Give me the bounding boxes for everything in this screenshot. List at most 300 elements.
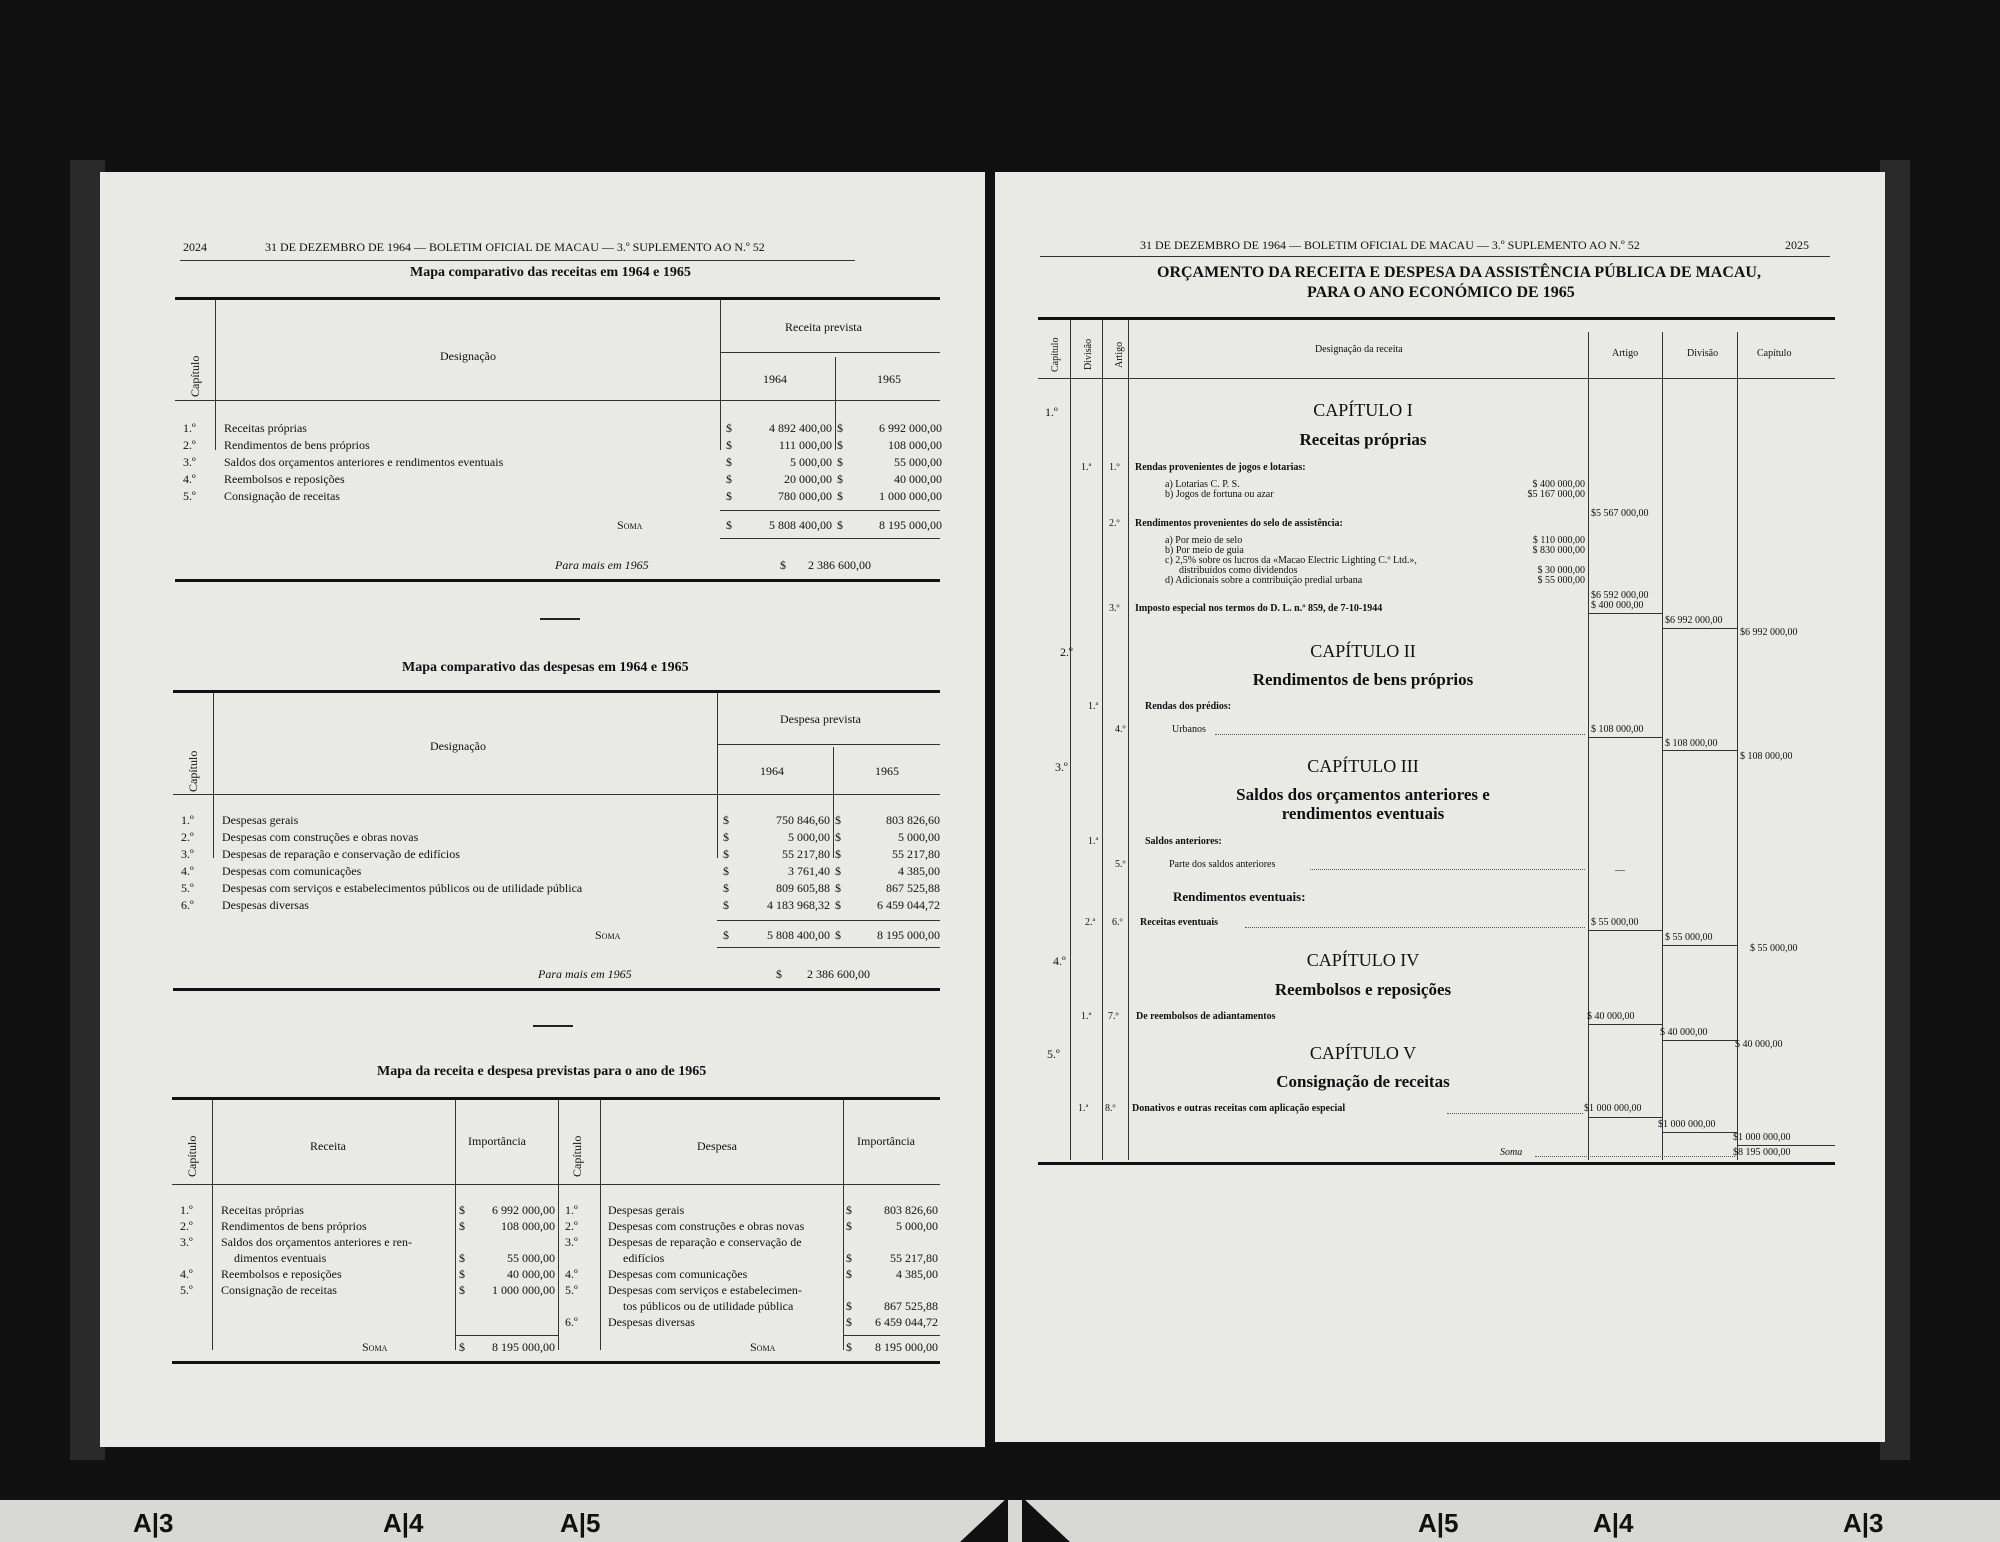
subtotal-rule (1588, 613, 1662, 614)
table1-year-1964: 1964 (763, 372, 787, 386)
row-designation-cont: tos públicos ou de utilidade pública (623, 1299, 794, 1313)
leader-dots (1535, 1156, 1735, 1157)
table3-col-importancia: Importância (468, 1134, 526, 1148)
col-capitulo: Capítulo (1050, 337, 1061, 372)
leader-dots (1447, 1113, 1583, 1114)
dollar-sign: $ (459, 1251, 465, 1265)
subtotal-rule (1662, 945, 1737, 946)
cap3-title: CAPÍTULO III (1307, 756, 1419, 776)
d2c-text-cont: distribuídos como dividendos (1179, 565, 1298, 576)
dollar-sign: $ (723, 847, 729, 861)
value-1965: 55 217,80 (892, 847, 940, 861)
table3-soma-receita-label: Soma (362, 1340, 388, 1354)
value: 1 000 000,00 (492, 1283, 555, 1297)
table-top-rule (1038, 317, 1835, 320)
table2-year-1965: 1965 (875, 764, 899, 778)
subtotal-rule (1662, 750, 1737, 751)
table3-col-capitulo-2: Capítulo (570, 1135, 584, 1177)
right-page (995, 172, 1885, 1442)
g1-division: 1.ª (1081, 1011, 1092, 1022)
cap2-chapter-total: $ 108 000,00 (1740, 751, 1793, 762)
d1a-text: a) Lotarias C. P. S. (1165, 479, 1240, 490)
table3-soma-despesa: 8 195 000,00 (875, 1340, 938, 1354)
dollar-sign: $ (723, 928, 729, 942)
table2-soma-label: Soma (595, 928, 621, 942)
row-designation: Receitas próprias (224, 421, 307, 435)
row-designation: Despesas com comunicações (222, 864, 362, 878)
e1-text: Rendas dos prédios: (1145, 701, 1232, 712)
dollar-sign: $ (835, 881, 841, 895)
row-designation: Consignação de receitas (221, 1283, 337, 1297)
dollar-sign: $ (835, 847, 841, 861)
row-number: 3.º (183, 455, 196, 469)
dollar-sign: $ (723, 830, 729, 844)
separator (540, 618, 580, 620)
col-artigo: Artigo (1114, 341, 1125, 368)
cap1-division-total: $6 992 000,00 (1665, 615, 1723, 626)
dollar-sign: $ (846, 1315, 852, 1329)
value: 867 525,88 (884, 1299, 938, 1313)
d2a-text: a) Por meio de selo (1165, 535, 1243, 546)
value-1964: 4 183 968,32 (767, 898, 830, 912)
table-rule (1038, 378, 1835, 379)
value-1965: 803 826,60 (886, 813, 940, 827)
cap5-subtitle: Consignação de receitas (1276, 1072, 1450, 1091)
d1b-text: b) Jogos de fortuna ou azar (1165, 489, 1274, 500)
row-designation: Despesas de reparação e conservação de edifícios (222, 847, 460, 861)
row-number: 5.º (181, 881, 194, 895)
leader-dots (1215, 734, 1585, 735)
dollar-sign: $ (726, 489, 732, 503)
table3-divider (843, 1100, 844, 1305)
dollar-sign: $ (459, 1340, 465, 1354)
dollar-sign: $ (459, 1219, 465, 1233)
row-number: 3.º (180, 1235, 193, 1249)
cap4-subtitle: Reembolsos e reposições (1274, 980, 1452, 999)
cap3-subtitle: Saldos dos orçamentos anteriores e (1236, 785, 1490, 804)
cap4-division-total: $ 40 000,00 (1660, 1027, 1708, 1038)
table3-rule (843, 1335, 940, 1336)
cap3-chapter-total: $ 55 000,00 (1750, 943, 1798, 954)
value: 5 000,00 (896, 1219, 938, 1233)
frame-marker: A|4 (383, 1508, 424, 1538)
dollar-sign: $ (776, 967, 782, 981)
document-subtitle: PARA O ANO ECONÓMICO DE 1965 (1307, 284, 1575, 301)
f4-article: 6.º (1112, 917, 1123, 928)
dollar-sign: $ (846, 1340, 852, 1354)
dollar-sign: $ (723, 898, 729, 912)
value-1964: 55 217,80 (782, 847, 830, 861)
dollar-sign: $ (837, 455, 843, 469)
table1-col-capitulo: Capítulo (188, 355, 202, 397)
dollar-sign: $ (846, 1267, 852, 1281)
dollar-sign: $ (835, 898, 841, 912)
f4-division: 2.ª (1085, 917, 1096, 928)
subtotal-rule (1588, 1117, 1662, 1118)
subtotal-rule (1662, 1132, 1737, 1133)
row-designation: Despesas diversas (222, 898, 309, 912)
f1-division: 1.ª (1088, 836, 1099, 847)
row-number: 5.º (183, 489, 196, 503)
cap5-number: 5.º (1047, 1047, 1060, 1061)
g1-value: $ 40 000,00 (1587, 1011, 1635, 1022)
g1-text: De reembolsos de adiantamentos (1136, 1011, 1276, 1022)
page-header: 31 DE DEZEMBRO DE 1964 — BOLETIM OFICIAL DE MACAU — 3.º SUPLEMENTO AO N.º 52 (1140, 238, 1640, 252)
col-capitulo-total: Capítulo (1757, 348, 1792, 359)
d2a-value: $ 110 000,00 (1532, 535, 1585, 546)
value-1964: 780 000,00 (778, 489, 832, 503)
table1-top-rule (175, 297, 940, 300)
page-number: 2025 (1785, 238, 1809, 252)
document-title: ORÇAMENTO DA RECEITA E DESPESA DA ASSISTÊNCIA PÚBLICA DE MACAU, (1157, 264, 1761, 281)
table1-mais-value: 2 386 600,00 (808, 558, 871, 572)
table2-col-capitulo: Capítulo (186, 750, 200, 792)
dollar-sign: $ (837, 472, 843, 486)
dollar-sign: $ (835, 928, 841, 942)
value-1965: 6 459 044,72 (877, 898, 940, 912)
table2-mais-label: Para mais em 1965 (538, 967, 632, 981)
dollar-sign: $ (726, 518, 732, 532)
value: 4 385,00 (896, 1267, 938, 1281)
value: 40 000,00 (507, 1267, 555, 1281)
row-designation: Rendimentos de bens próprios (221, 1219, 367, 1233)
e1-division: 1.ª (1088, 701, 1099, 712)
table3-soma-despesa-label: Soma (750, 1340, 776, 1354)
table3-divider (212, 1100, 213, 1305)
row-number: 5.º (565, 1283, 578, 1297)
h1-article: 8.º (1105, 1103, 1116, 1114)
table1-bottom-rule (175, 579, 940, 582)
dollar-sign: $ (723, 813, 729, 827)
value-1964: 3 761,40 (788, 864, 830, 878)
table1-title: Mapa comparativo das receitas em 1964 e 1965 (410, 265, 691, 280)
dollar-sign: $ (726, 472, 732, 486)
table2-mais-value: 2 386 600,00 (807, 967, 870, 981)
table2-divider (717, 693, 718, 858)
table3-divider (600, 1100, 601, 1305)
table3-col-importancia-2: Importância (857, 1134, 915, 1148)
row-designation: Reembolsos e reposições (224, 472, 345, 486)
table1-mais-label: Para mais em 1965 (555, 558, 649, 572)
table3-col-despesa: Despesa (697, 1139, 737, 1153)
table1-group-header: Receita prevista (785, 320, 862, 334)
table2-group-header: Despesa prevista (780, 712, 861, 726)
table3-divider (212, 1305, 213, 1350)
h1-value: $1 000 000,00 (1584, 1103, 1642, 1114)
cap5-chapter-total: $1 000 000,00 (1733, 1132, 1791, 1143)
f2-text: Parte dos saldos anteriores (1169, 859, 1276, 870)
row-designation-cont: edifícios (623, 1251, 665, 1265)
header-rule (1040, 256, 1830, 257)
page-header: 31 DE DEZEMBRO DE 1964 — BOLETIM OFICIAL DE MACAU — 3.º SUPLEMENTO AO N.º 52 (265, 240, 765, 254)
dollar-sign: $ (726, 421, 732, 435)
row-designation: Saldos dos orçamentos anteriores e ren- (221, 1235, 412, 1249)
table3-rule (455, 1335, 558, 1336)
table1-col-designacao: Designação (440, 349, 496, 363)
value: 6 459 044,72 (875, 1315, 938, 1329)
value-1964: 20 000,00 (784, 472, 832, 486)
col-designacao: Designação da receita (1315, 344, 1403, 355)
d1a-value: $ 400 000,00 (1532, 479, 1585, 490)
header-rule (180, 260, 855, 261)
value: 55 000,00 (507, 1251, 555, 1265)
cap3-subtitle-cont: rendimentos eventuais (1281, 804, 1445, 823)
cap3-number: 3.º (1055, 760, 1068, 774)
row-number: 2.º (183, 438, 196, 452)
separator (533, 1025, 573, 1027)
table2-rule (717, 947, 940, 948)
dollar-sign: $ (459, 1283, 465, 1297)
value: 55 217,80 (890, 1251, 938, 1265)
row-number: 2.º (180, 1219, 193, 1233)
table3-col-receita: Receita (310, 1139, 346, 1153)
table1-soma-1965: 8 195 000,00 (879, 518, 942, 532)
row-number: 1.º (565, 1203, 578, 1217)
dollar-sign: $ (835, 813, 841, 827)
d3-text: Imposto especial nos termos do D. L. n.º 859, de 7-10-1944 (1135, 603, 1383, 614)
g1-article: 7.º (1108, 1011, 1119, 1022)
table2-divider (833, 747, 834, 858)
dollar-sign: $ (837, 518, 843, 532)
frame-marker: A|3 (133, 1508, 174, 1538)
soma-total: $8 195 000,00 (1733, 1147, 1791, 1158)
table3-title: Mapa da receita e despesa previstas para o ano de 1965 (377, 1064, 707, 1079)
table2-divider (213, 693, 214, 858)
f2-value: — (1615, 865, 1625, 876)
table1-rule (175, 400, 940, 401)
d2d-text: d) Adicionais sobre a contribuição predial urbana (1165, 575, 1363, 586)
cap2-division-total: $ 108 000,00 (1665, 738, 1718, 749)
row-number: 4.º (180, 1267, 193, 1281)
dollar-sign: $ (837, 489, 843, 503)
col-divisao: Divisão (1083, 338, 1094, 370)
value: 6 992 000,00 (492, 1203, 555, 1217)
cap1-subtitle: Receitas próprias (1299, 430, 1427, 449)
table2-rule (717, 920, 940, 921)
row-designation: Despesas de reparação e conservação de (608, 1235, 802, 1249)
cap4-title: CAPÍTULO IV (1306, 950, 1420, 970)
f1-text: Saldos anteriores: (1145, 836, 1222, 847)
e2-article: 4.º (1115, 724, 1126, 735)
subtotal-rule (1662, 628, 1737, 629)
cap1-chapter-total: $6 992 000,00 (1740, 627, 1798, 638)
frame-marker: A|4 (1593, 1508, 1634, 1538)
table1-divider (215, 300, 216, 450)
d1-text: Rendas provenientes de jogos e lotarias: (1135, 462, 1306, 473)
d1-article-total: $5 567 000,00 (1591, 508, 1649, 519)
row-number: 4.º (565, 1267, 578, 1281)
table2-col-designacao: Designação (430, 739, 486, 753)
col-artigo-total: Artigo (1612, 348, 1639, 359)
value: 803 826,60 (884, 1203, 938, 1217)
dollar-sign: $ (723, 864, 729, 878)
row-number: 6.º (181, 898, 194, 912)
dollar-sign: $ (846, 1299, 852, 1313)
d2c-value: $ 30 000,00 (1537, 565, 1585, 576)
d2-text: Rendimentos provenientes do selo de assistência: (1135, 518, 1343, 529)
table3-divider (455, 1305, 456, 1350)
value-1964: 111 000,00 (778, 438, 832, 452)
subtotal-rule (1662, 1040, 1737, 1041)
value-1965: 55 000,00 (894, 455, 942, 469)
table2-rule (717, 744, 940, 745)
table1-soma-1964: 5 808 400,00 (769, 518, 832, 532)
value-1965: 40 000,00 (894, 472, 942, 486)
subtotal-rule (1588, 737, 1662, 738)
cap1-number: 1.º (1045, 405, 1058, 419)
frame-marker: A|3 (1843, 1508, 1884, 1538)
row-designation-cont: dimentos eventuais (234, 1251, 327, 1265)
table2-soma-1964: 5 808 400,00 (767, 928, 830, 942)
left-page (100, 172, 985, 1447)
cap4-chapter-total: $ 40 000,00 (1735, 1039, 1783, 1050)
cap5-division-total: $1 000 000,00 (1658, 1119, 1716, 1130)
row-designation: Despesas com serviços e estabelecimentos públicos ou de utilidade pública (222, 881, 583, 895)
frame-marker: A|5 (560, 1508, 601, 1538)
row-number: 1.º (181, 813, 194, 827)
leader-dots (1310, 869, 1585, 870)
d2-article-total: $6 592 000,00 (1591, 590, 1649, 601)
d1b-value: $5 167 000,00 (1527, 489, 1585, 500)
d2c-text: c) 2,5% sobre os lucros da «Macao Electric Lighting C.º Ltd.», (1165, 555, 1417, 566)
row-number: 6.º (565, 1315, 578, 1329)
d1-article: 1.º (1109, 462, 1120, 473)
dollar-sign: $ (846, 1219, 852, 1233)
d3-article: 3.º (1109, 603, 1120, 614)
table1-rule (720, 510, 940, 511)
cap1-title: CAPÍTULO I (1313, 400, 1413, 420)
value-1964: 4 892 400,00 (769, 421, 832, 435)
table3-divider (455, 1100, 456, 1305)
row-designation: Despesas diversas (608, 1315, 695, 1329)
table3-divider (558, 1305, 559, 1350)
dollar-sign: $ (837, 438, 843, 452)
cap4-number: 4.º (1053, 954, 1066, 968)
table3-soma-receita: 8 195 000,00 (492, 1340, 555, 1354)
h1-division: 1.ª (1078, 1103, 1089, 1114)
table2-title: Mapa comparativo das despesas em 1964 e 1965 (402, 660, 689, 675)
page-number: 2024 (183, 240, 207, 254)
cap2-number: 2.º (1060, 645, 1073, 659)
row-number: 1.º (180, 1203, 193, 1217)
dollar-sign: $ (835, 830, 841, 844)
table1-year-1965: 1965 (877, 372, 901, 386)
table2-top-rule (173, 690, 940, 693)
e2-text: Urbanos (1172, 724, 1206, 735)
center-arrows-icon (960, 1497, 1070, 1542)
dollar-sign: $ (846, 1251, 852, 1265)
table1-rule (720, 538, 940, 539)
table1-soma-label: Soma (617, 518, 643, 532)
row-number: 3.º (565, 1235, 578, 1249)
table3-divider (558, 1100, 559, 1305)
table2-bottom-rule (173, 988, 940, 991)
row-designation: Despesas gerais (608, 1203, 685, 1217)
cap2-title: CAPÍTULO II (1310, 641, 1416, 661)
subtotal-rule (1588, 1024, 1662, 1025)
row-designation: Despesas com construções e obras novas (608, 1219, 805, 1233)
leader-dots (1245, 927, 1585, 928)
soma-label: Soma (1500, 1147, 1523, 1158)
row-designation: Despesas com serviços e estabelecimen- (608, 1283, 802, 1297)
row-designation: Despesas gerais (222, 813, 299, 827)
table1-divider (835, 357, 836, 450)
d1-division: 1.ª (1081, 462, 1092, 473)
table3-top-rule (172, 1097, 940, 1100)
d2d-value: $ 55 000,00 (1537, 575, 1585, 586)
row-designation: Saldos dos orçamentos anteriores e rendimentos eventuais (224, 455, 504, 469)
cap2-subtitle: Rendimentos de bens próprios (1252, 670, 1474, 689)
subtotal-rule (1588, 930, 1662, 931)
row-number: 1.º (183, 421, 196, 435)
f4-value: $ 55 000,00 (1591, 917, 1639, 928)
dollar-sign: $ (726, 455, 732, 469)
row-designation: Rendimentos de bens próprios (224, 438, 370, 452)
value-1964: 5 000,00 (788, 830, 830, 844)
row-designation: Receitas próprias (221, 1203, 304, 1217)
dollar-sign: $ (835, 864, 841, 878)
table3-col-capitulo: Capítulo (185, 1135, 199, 1177)
row-number: 5.º (180, 1283, 193, 1297)
cap3-division-total: $ 55 000,00 (1665, 932, 1713, 943)
table3-rule (172, 1184, 940, 1185)
value-1964: 809 605,88 (776, 881, 830, 895)
h1-text: Donativos e outras receitas com aplicação especial (1132, 1103, 1346, 1114)
table1-divider (720, 300, 721, 450)
value-1965: 4 385,00 (898, 864, 940, 878)
f3-text: Rendimentos eventuais: (1173, 889, 1306, 904)
table1-rule (720, 352, 940, 353)
row-number: 3.º (181, 847, 194, 861)
row-number: 2.º (181, 830, 194, 844)
frame-marker: A|5 (1418, 1508, 1459, 1538)
dollar-sign: $ (726, 438, 732, 452)
row-number: 4.º (181, 864, 194, 878)
dollar-sign: $ (846, 1203, 852, 1217)
table3-divider (600, 1305, 601, 1350)
value-1965: 108 000,00 (888, 438, 942, 452)
dollar-sign: $ (459, 1267, 465, 1281)
value-1965: 1 000 000,00 (879, 489, 942, 503)
d2-article: 2.º (1109, 518, 1120, 529)
table2-soma-1965: 8 195 000,00 (877, 928, 940, 942)
value-1965: 5 000,00 (898, 830, 940, 844)
e2-value: $ 108 000,00 (1591, 724, 1644, 735)
column-divider (1588, 332, 1589, 1160)
row-designation: Consignação de receitas (224, 489, 340, 503)
table3-bottom-rule (172, 1361, 940, 1364)
row-number: 4.º (183, 472, 196, 486)
value-1965: 867 525,88 (886, 881, 940, 895)
table2-year-1964: 1964 (760, 764, 784, 778)
dollar-sign: $ (780, 558, 786, 572)
table-bottom-rule (1038, 1162, 1835, 1165)
table3-divider (843, 1305, 844, 1350)
col-divisao-total: Divisão (1687, 348, 1719, 359)
d2b-text: b) Por meio de guia (1165, 545, 1244, 556)
d2b-value: $ 830 000,00 (1532, 545, 1585, 556)
row-number: 2.º (565, 1219, 578, 1233)
value-1965: 6 992 000,00 (879, 421, 942, 435)
row-designation: Despesas com comunicações (608, 1267, 748, 1281)
f2-article: 5.º (1115, 859, 1126, 870)
value-1964: 750 846,60 (776, 813, 830, 827)
f4-text: Receitas eventuais (1140, 917, 1219, 928)
row-designation: Reembolsos e reposições (221, 1267, 342, 1281)
cap5-title: CAPÍTULO V (1309, 1043, 1417, 1063)
value-1964: 5 000,00 (790, 455, 832, 469)
dollar-sign: $ (723, 881, 729, 895)
